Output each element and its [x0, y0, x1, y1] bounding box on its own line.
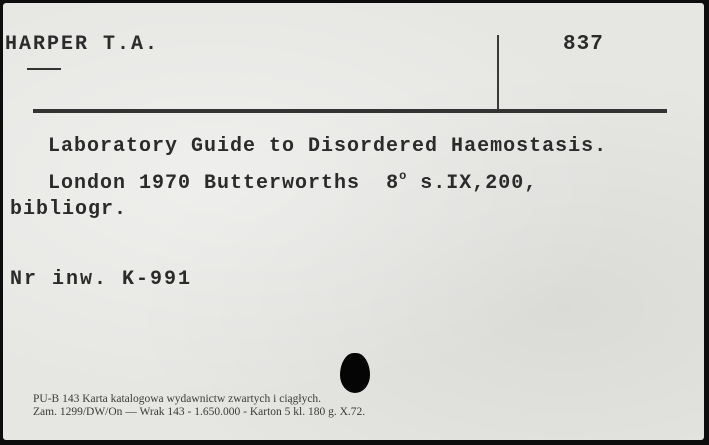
horizontal-rule [33, 109, 667, 113]
pages: s.IX,200, [420, 172, 538, 195]
punch-hole [340, 353, 370, 393]
printer-footer-line-2: Zam. 1299/DW/On — Wrak 143 - 1.650.000 - Karton 5 kl. 180 g. X.72. [33, 406, 366, 418]
vertical-rule [497, 35, 499, 111]
notes: bibliogr. [10, 198, 128, 221]
call-number: 837 [563, 33, 604, 56]
book-title: Laboratory Guide to Disordered Haemostasis. [48, 135, 608, 158]
imprint-line [48, 169, 537, 195]
inventory-number: Nr inw. K-991 [10, 268, 193, 291]
printer-footer-line-1: PU-B 143 Karta katalogowa wydawnictw zwartych i ciągłych. [33, 393, 322, 405]
imprint-place-year-publisher: London 1970 Butterworths [48, 172, 361, 195]
author-name: HARPER T.A. [5, 33, 160, 56]
format-mark: o [399, 169, 408, 183]
catalog-card [3, 3, 704, 440]
author-underline [27, 68, 61, 70]
format-number: 8 [386, 172, 400, 195]
